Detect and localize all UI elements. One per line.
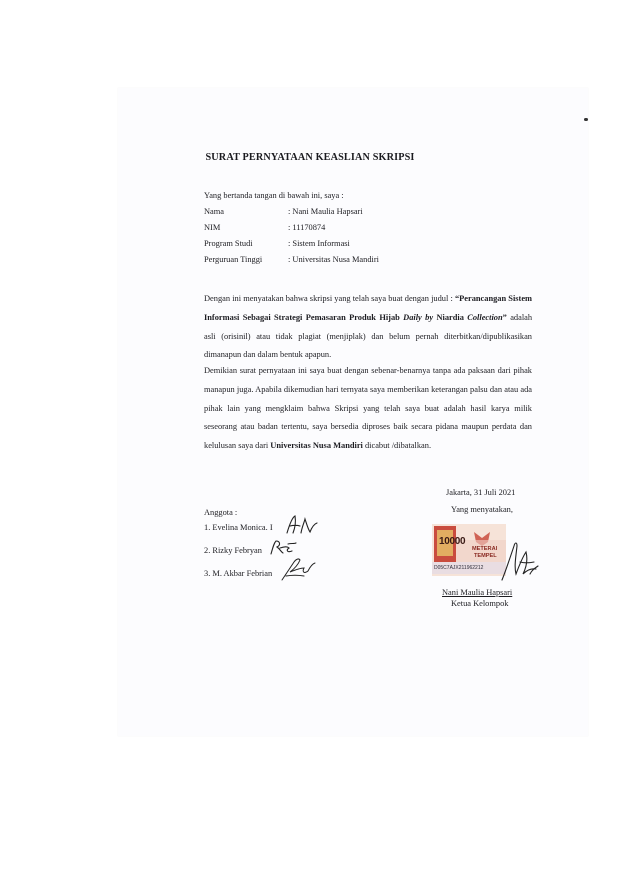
thesis-title-part1: “Perancangan Sistem Informasi Sebagai Strategi Pemasaran Produk Hijab	[204, 294, 533, 322]
thesis-title-close: ”	[502, 312, 507, 322]
stamp-label-2: TEMPEL	[474, 553, 497, 559]
leader-name: Nani Maulia Hapsari	[442, 588, 513, 597]
stamp-value: 10000	[439, 536, 466, 547]
declarant-label: Yang menyatakan,	[451, 505, 513, 514]
leader-role: Ketua Kelompok	[451, 599, 509, 608]
stamp-label-1: METERAI	[472, 546, 498, 552]
identity-label-nim: NIM	[204, 223, 221, 232]
identity-label-university: Perguruan Tinggi	[204, 255, 263, 264]
thesis-title-part2: Niardia	[436, 312, 464, 322]
declaration-end: dicabut /dibatalkan.	[362, 441, 432, 451]
statement-paragraph	[204, 290, 532, 365]
member-1: 1. Evelina Monica. I	[204, 523, 273, 532]
stamp-serial: D05C7AJX211962212	[434, 565, 484, 571]
declaration-university: Universitas Nusa Mandiri	[270, 441, 363, 451]
members-label: Anggota :	[204, 508, 238, 517]
place-date: Jakarta, 31 Juli 2021	[446, 488, 516, 497]
member-3: 3. M. Akbar Febrian	[204, 569, 273, 578]
intro-line: Yang bertanda tangan di bawah ini, saya :	[204, 191, 344, 200]
identity-value-program: : Sistem Informasi	[288, 239, 350, 248]
member-2: 2. Rizky Febryan	[204, 546, 262, 555]
identity-value-nim: : 11170874	[288, 223, 326, 232]
member-3-signature	[278, 556, 318, 584]
identity-value-university: : Universitas Nusa Mandiri	[288, 255, 379, 264]
statement-prefix: Dengan ini menyatakan bahwa skripsi yang telah saya buat dengan judul :	[204, 294, 453, 303]
thesis-title-italic-collection: Collection	[467, 312, 503, 322]
identity-label-name: Nama	[204, 207, 224, 216]
thesis-title-italic-daily: Daily	[403, 312, 422, 322]
thesis-title-italic-by: by	[425, 312, 434, 322]
dust-speck	[584, 118, 588, 121]
member-1-signature	[284, 513, 320, 537]
statement-suffix: adalah asli (orisinil) atau tidak plagiat (menjiplak) dan belum pernah diterbitkan/dipublikasikan dimanapun dan dalam bentuk apapun.	[204, 312, 533, 360]
leader-signature	[496, 536, 542, 586]
declaration-text: Demikian surat pernyataan ini saya buat dengan sebenar-benarnya tanpa ada paksaan dari pihak manapun juga. Apabila dikemudian hari ternyata saya memberikan keterangan palsu dan atau ada pihak lain yang mengklaim bahwa Skripsi yang telah saya buat adalah hasil karya milik seseorang atau badan tertentu, saya bersedia diproses baik secara pidana maupun perdata dan kelulusan saya dari	[204, 366, 532, 451]
meterai-stamp	[432, 522, 506, 578]
member-2-signature	[268, 538, 298, 558]
document-title: SURAT PERNYATAAN KEASLIAN SKRIPSI	[205, 152, 415, 163]
identity-value-name: : Nani Maulia Hapsari	[288, 207, 363, 216]
declaration-paragraph	[204, 362, 532, 456]
identity-label-program: Program Studi	[204, 239, 253, 248]
